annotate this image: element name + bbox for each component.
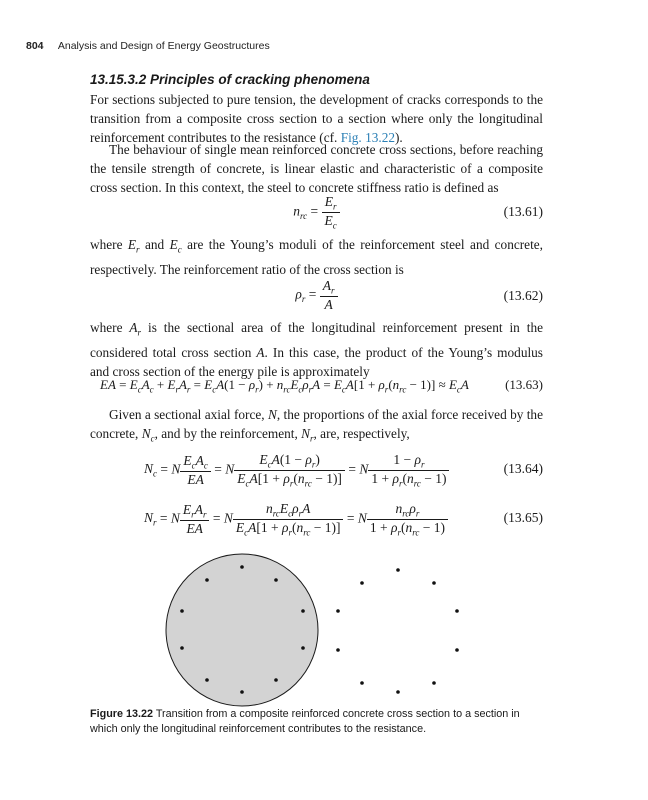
caption-text: Transition from a composite reinforced concrete cross section to a section in which only the longitudinal reinforcement contributes to the resistance.	[90, 708, 520, 735]
rebar-dot	[240, 690, 244, 694]
page-number: 804	[26, 40, 44, 52]
equation-number: (13.65)	[503, 510, 543, 525]
rebar-dot	[240, 565, 244, 569]
rebar-dot	[274, 578, 278, 582]
composite-cross-section	[166, 554, 318, 706]
rebar-dot	[205, 578, 209, 582]
rebar-dot	[205, 678, 209, 682]
figure-link[interactable]: Fig. 13.22	[340, 130, 395, 146]
paragraph-5: Given a sectional axial force, N, the proportions of the axial force received by the concrete, $N_c$, and by the reinforcement, $N_r$, are, respectively,	[90, 407, 543, 444]
running-title: Analysis and Design of Energy Geostructures	[57, 40, 270, 52]
paragraph-2: The behaviour of single mean reinforced concrete cross sections, before reaching the tensile strength of concrete, is linear elastic and characteristic of a composite cross section. In this context, the steel to concrete stiffness ratio is defined as	[90, 142, 543, 196]
rebar-dot	[336, 648, 340, 652]
rebar-dot	[360, 581, 364, 585]
figure-caption	[90, 707, 545, 736]
rebar-dot	[455, 648, 459, 652]
rebar-dot	[180, 609, 184, 613]
equation-13-65: $N_r = N$ $\frac{E_rA_r}{EA}$ = N $\frac{n_{rc}E_c\rho_rA}{E_cA[1 + \rho_r(n_{rc} - 1)]}$ = N $\frac{n_{rc}\rho_r}{1 + \rho_r(n_{rc} - 1)}$ (13.65)	[144, 501, 543, 538]
rebar-dot	[360, 681, 364, 685]
rebars-only	[336, 568, 459, 694]
paragraph-4: where $A_r$ is the sectional area of the longitudinal reinforcement present in the considered total cross section A. In this case, the product of the Young’s modulus and cross section of the energy pile is approximately	[90, 320, 543, 380]
equation-number: (13.62)	[503, 288, 543, 303]
caption-label: Figure 13.22	[90, 708, 154, 720]
rebar-dot	[396, 690, 400, 694]
rebar-dot	[301, 646, 305, 650]
rebar-dot	[274, 678, 278, 682]
rebar-dot	[432, 581, 436, 585]
rebar-dot	[432, 681, 436, 685]
rebar-dot	[301, 609, 305, 613]
equation-13-62: $\rho_r$ = $\frac{A_r}{A}$ (13.62)	[295, 278, 543, 312]
paragraph-3: where $E_r$ and $E_c$ are the Young’s moduli of the reinforcement steel and concrete, respectively. The reinforcement ratio of the cross section is	[90, 237, 543, 277]
rebar-dot	[455, 609, 459, 613]
equation-number: (13.64)	[503, 461, 543, 476]
equation-number: (13.63)	[505, 377, 543, 392]
equation-13-61: $n_{rc}$ = $\frac{E_r}{E_c}$ (13.61)	[293, 194, 543, 231]
equation-number: (13.61)	[503, 204, 543, 219]
paragraph-1: For sections subjected to pure tension, the development of cracks corresponds to the transition from a composite cross section to a section where only the longitudinal reinforcement contributes to the resistance (cf. Fig. 13.22).	[90, 92, 543, 146]
rebar-dot	[180, 646, 184, 650]
equation-13-63: EA = $E_cA_c + E_rA_r = E_cA(1 - \rho_r) + n_{rc}E_c\rho_rA = E_cA[1 + \rho_r(n_{rc} - 1)] \approx E_cA$ (13.63)	[100, 377, 543, 395]
equation-13-64: $N_c = N$ $\frac{E_cA_c}{EA}$ = N $\frac{E_cA(1 - \rho_r)}{E_cA[1 + \rho_r(n_{rc} - 1)]}$ = N $\frac{1 - \rho_r}{1 + \rho_r(n_{rc} - 1)}$ (13.64)	[144, 452, 543, 489]
rebar-dot	[396, 568, 400, 572]
rebar-dot	[336, 609, 340, 613]
section-heading: 13.15.3.2 Principles of cracking phenomena	[90, 72, 370, 87]
